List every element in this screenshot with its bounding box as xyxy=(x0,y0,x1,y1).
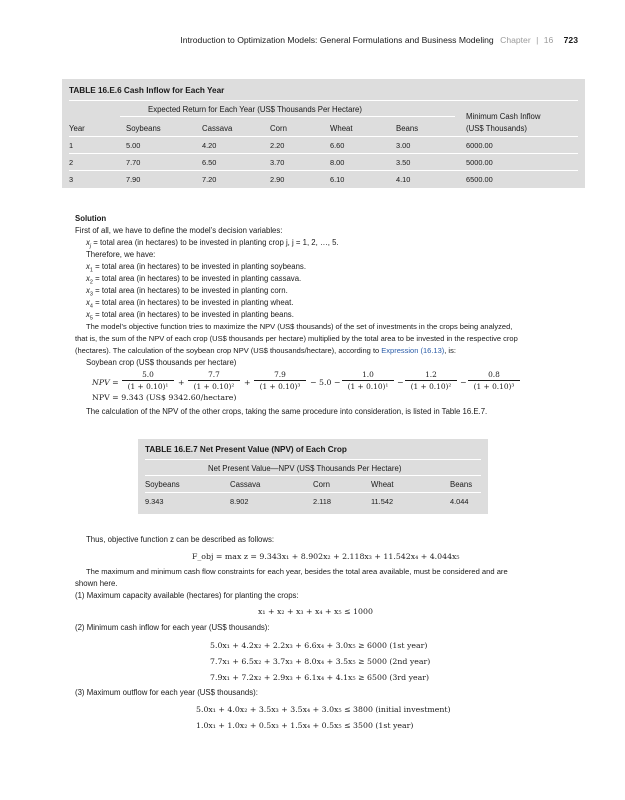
npv-numerator: 7.7 xyxy=(208,370,220,379)
table-16e6-group-header: Expected Return for Each Year (US$ Thousands Per Hectare) xyxy=(148,105,362,114)
table-16e6-col-wheat: Wheat xyxy=(330,124,353,133)
npv-operator: + xyxy=(244,378,251,387)
table-cell: 9.343 xyxy=(145,497,164,506)
paragraph-line: The model’s objective function tries to maximize the NPV (US$ thousands) of the set of investments in the crops being analyzed, xyxy=(86,322,513,331)
paragraph-text: , is: xyxy=(444,346,456,355)
running-header xyxy=(180,35,578,45)
table-cell: 4.044 xyxy=(450,497,469,506)
constraint-3-heading: (3) Maximum outflow for each year (US$ thousands): xyxy=(75,688,258,697)
table-cell: 6.60 xyxy=(330,141,345,150)
table-16e6-col-year: Year xyxy=(69,124,85,133)
table-cell: 5000.00 xyxy=(466,158,493,167)
npv-result: NPV = 9.343 (US$ 9342.60/hectare) xyxy=(92,393,237,402)
var-def-x4: $x_4$ = total area (in hectares) to be invested in planting wheat. xyxy=(86,298,294,310)
header-chapter-number: 16 xyxy=(543,35,554,45)
table-16e7-group-header: Net Present Value—NPV (US$ Thousands Per Hectare) xyxy=(208,464,402,473)
table-cell: 8.902 xyxy=(230,497,249,506)
npv-numerator: 1.0 xyxy=(362,370,374,379)
table-cell: 3.00 xyxy=(396,141,411,150)
constraints-intro-2: shown here. xyxy=(75,579,118,588)
table-16e6 xyxy=(62,79,585,188)
constraint-3-year-1: 1.0x₁ + 1.0x₂ + 0.5x₃ + 1.5x₄ + 0.5x₅ ≤ 3500 (1st year) xyxy=(196,721,414,730)
table-16e7-col-soybeans: Soybeans xyxy=(145,480,180,489)
npv-term xyxy=(188,370,240,391)
table-cell: 4.10 xyxy=(396,175,411,184)
paragraph-text: (hectares). The calculation of the soybean crop NPV (US$ thousands/hectare), according to xyxy=(75,346,380,355)
npv-denominator: (1 + 0.10)³ xyxy=(473,382,515,391)
var-def-x3: $x_3$ = total area (in hectares) to be invested in planting corn. xyxy=(86,286,288,298)
header-title: Introduction to Optimization Models: General Formulations and Business Modeling xyxy=(180,35,494,45)
table-cell: 2 xyxy=(69,158,74,167)
table-cell: 11.542 xyxy=(371,497,394,506)
table-16e7-col-beans: Beans xyxy=(450,480,473,489)
npv-numerator: 7.9 xyxy=(274,370,286,379)
npv-denominator: (1 + 0.10)² xyxy=(193,382,235,391)
table-cell: 3.50 xyxy=(396,158,411,167)
table-cell: 1 xyxy=(69,141,74,150)
npv-numerator: 0.8 xyxy=(488,370,500,379)
constraints-intro-1: The maximum and minimum cash flow constraints for each year, besides the total area available, must be considered and are xyxy=(86,567,508,576)
table-16e6-min-unit: (US$ Thousands) xyxy=(466,124,527,133)
npv-numerator: 5.0 xyxy=(142,370,154,379)
table-cell: 2.20 xyxy=(270,141,285,150)
var-def-text: = total area (in hectares) to be invested in planting soybeans. xyxy=(95,262,306,271)
header-chapter-label: Chapter xyxy=(500,35,531,45)
table-16e6-min-header: Minimum Cash Inflow xyxy=(466,112,541,121)
table-cell: 3.70 xyxy=(270,158,285,167)
npv-lhs: NPV = xyxy=(92,378,119,387)
table-cell: 6000.00 xyxy=(466,141,493,150)
table-16e7-col-wheat: Wheat xyxy=(371,480,394,489)
var-def-x1: $x_1$ = total area (in hectares) to be invested in planting soybeans. xyxy=(86,262,306,274)
npv-term xyxy=(468,370,520,391)
table-16e6-col-beans: Beans xyxy=(396,124,419,133)
header-separator: | xyxy=(536,35,539,45)
table-cell: 8.00 xyxy=(330,158,345,167)
npv-operator: − xyxy=(397,378,404,387)
table-16e7-col-corn: Corn xyxy=(313,480,330,489)
npv-other-crops-line: The calculation of the NPV of the other crops, taking the same procedure into consideration, is listed in Table 16.E.7. xyxy=(86,407,488,416)
table-16e7 xyxy=(138,439,488,514)
table-cell: 3 xyxy=(69,175,74,184)
table-16e6-col-corn: Corn xyxy=(270,124,287,133)
table-cell: 5.00 xyxy=(126,141,141,150)
table-16e6-col-cassava: Cassava xyxy=(202,124,233,133)
page-number: 723 xyxy=(563,35,578,45)
table-cell: 2.118 xyxy=(313,497,331,506)
var-def-text: = total area (in hectares) to be invested in planting cassava. xyxy=(95,274,302,283)
paragraph-line: that is, the sum of the NPV of each crop (US$ thousands per hectare) multiplied by the total area to be invested in the respective crop xyxy=(75,334,518,343)
npv-term xyxy=(122,370,174,391)
table-16e7-title: TABLE 16.E.7 Net Present Value (NPV) of Each Crop xyxy=(145,445,347,454)
table-cell: 7.90 xyxy=(126,175,141,184)
npv-operator: − xyxy=(460,378,467,387)
constraint-3-initial: 5.0x₁ + 4.0x₂ + 3.5x₃ + 3.5x₄ + 3.0x₅ ≤ 3800 (initial investment) xyxy=(196,705,451,714)
var-def-text: = total area (in hectares) to be invested in planting wheat. xyxy=(95,298,294,307)
var-def-text: = total area (in hectares) to be invested in planting corn. xyxy=(95,286,288,295)
solution-heading: Solution xyxy=(75,214,107,223)
npv-term xyxy=(405,370,457,391)
var-def-text: = total area (in hectares) to be invested in planting beans. xyxy=(95,310,294,319)
decision-variable-text: = total area (in hectares) to be invested in planting crop j, j = 1, 2, …, 5. xyxy=(93,238,339,247)
npv-operator: − 5.0 − xyxy=(310,378,341,387)
solution-line-1: First of all, we have to define the model’s decision variables: xyxy=(75,226,283,235)
var-def-x2: $x_2$ = total area (in hectares) to be invested in planting cassava. xyxy=(86,274,302,286)
npv-denominator: (1 + 0.10)¹ xyxy=(347,382,389,391)
constraint-2-year-2: 7.7x₁ + 6.5x₂ + 3.7x₃ + 8.0x₄ + 3.5x₅ ≥ 5000 (2nd year) xyxy=(210,657,431,666)
npv-term xyxy=(254,370,306,391)
constraint-2-year-1: 5.0x₁ + 4.2x₂ + 2.2x₃ + 6.6x₄ + 3.0x₅ ≥ 6000 (1st year) xyxy=(210,641,428,650)
table-16e7-col-cassava: Cassava xyxy=(230,480,261,489)
var-def-x5: $x_5$ = total area (in hectares) to be invested in planting beans. xyxy=(86,310,294,322)
npv-operator: + xyxy=(178,378,185,387)
table-cell: 6.10 xyxy=(330,175,345,184)
solution-line-3: Therefore, we have: xyxy=(86,250,156,259)
table-cell: 2.90 xyxy=(270,175,285,184)
expression-link[interactable]: Expression (16.13) xyxy=(381,346,445,355)
constraint-1: x₁ + x₂ + x₃ + x₄ + x₅ ≤ 1000 xyxy=(258,607,373,616)
npv-denominator: (1 + 0.10)¹ xyxy=(127,382,169,391)
constraint-1-heading: (1) Maximum capacity available (hectares) for planting the crops: xyxy=(75,591,299,600)
table-cell: 6.50 xyxy=(202,158,217,167)
decision-variable-def: $x_j$ = total area (in hectares) to be invested in planting crop j, j = 1, 2, …, 5. xyxy=(86,238,339,250)
npv-denominator: (1 + 0.10)³ xyxy=(259,382,301,391)
table-16e6-title: TABLE 16.E.6 Cash Inflow for Each Year xyxy=(69,86,225,95)
soybean-label: Soybean crop (US$ thousands per hectare) xyxy=(86,358,237,367)
table-cell: 7.70 xyxy=(126,158,141,167)
table-cell: 7.20 xyxy=(202,175,217,184)
table-cell: 4.20 xyxy=(202,141,217,150)
constraint-2-heading: (2) Minimum cash inflow for each year (US$ thousands): xyxy=(75,623,270,632)
npv-term xyxy=(342,370,394,391)
constraint-2-year-3: 7.9x₁ + 7.2x₂ + 2.9x₃ + 6.1x₄ + 4.1x₅ ≥ 6500 (3rd year) xyxy=(210,673,430,682)
table-16e6-col-soybeans: Soybeans xyxy=(126,124,161,133)
paragraph-line xyxy=(75,347,456,356)
npv-denominator: (1 + 0.10)² xyxy=(410,382,452,391)
table-cell: 6500.00 xyxy=(466,175,493,184)
objective-intro: Thus, objective function z can be described as follows: xyxy=(86,535,275,544)
npv-numerator: 1.2 xyxy=(425,370,437,379)
objective-function: F_obj = max z = 9.343x₁ + 8.902x₂ + 2.118x₃ + 11.542x₄ + 4.044x₅ xyxy=(192,552,460,561)
